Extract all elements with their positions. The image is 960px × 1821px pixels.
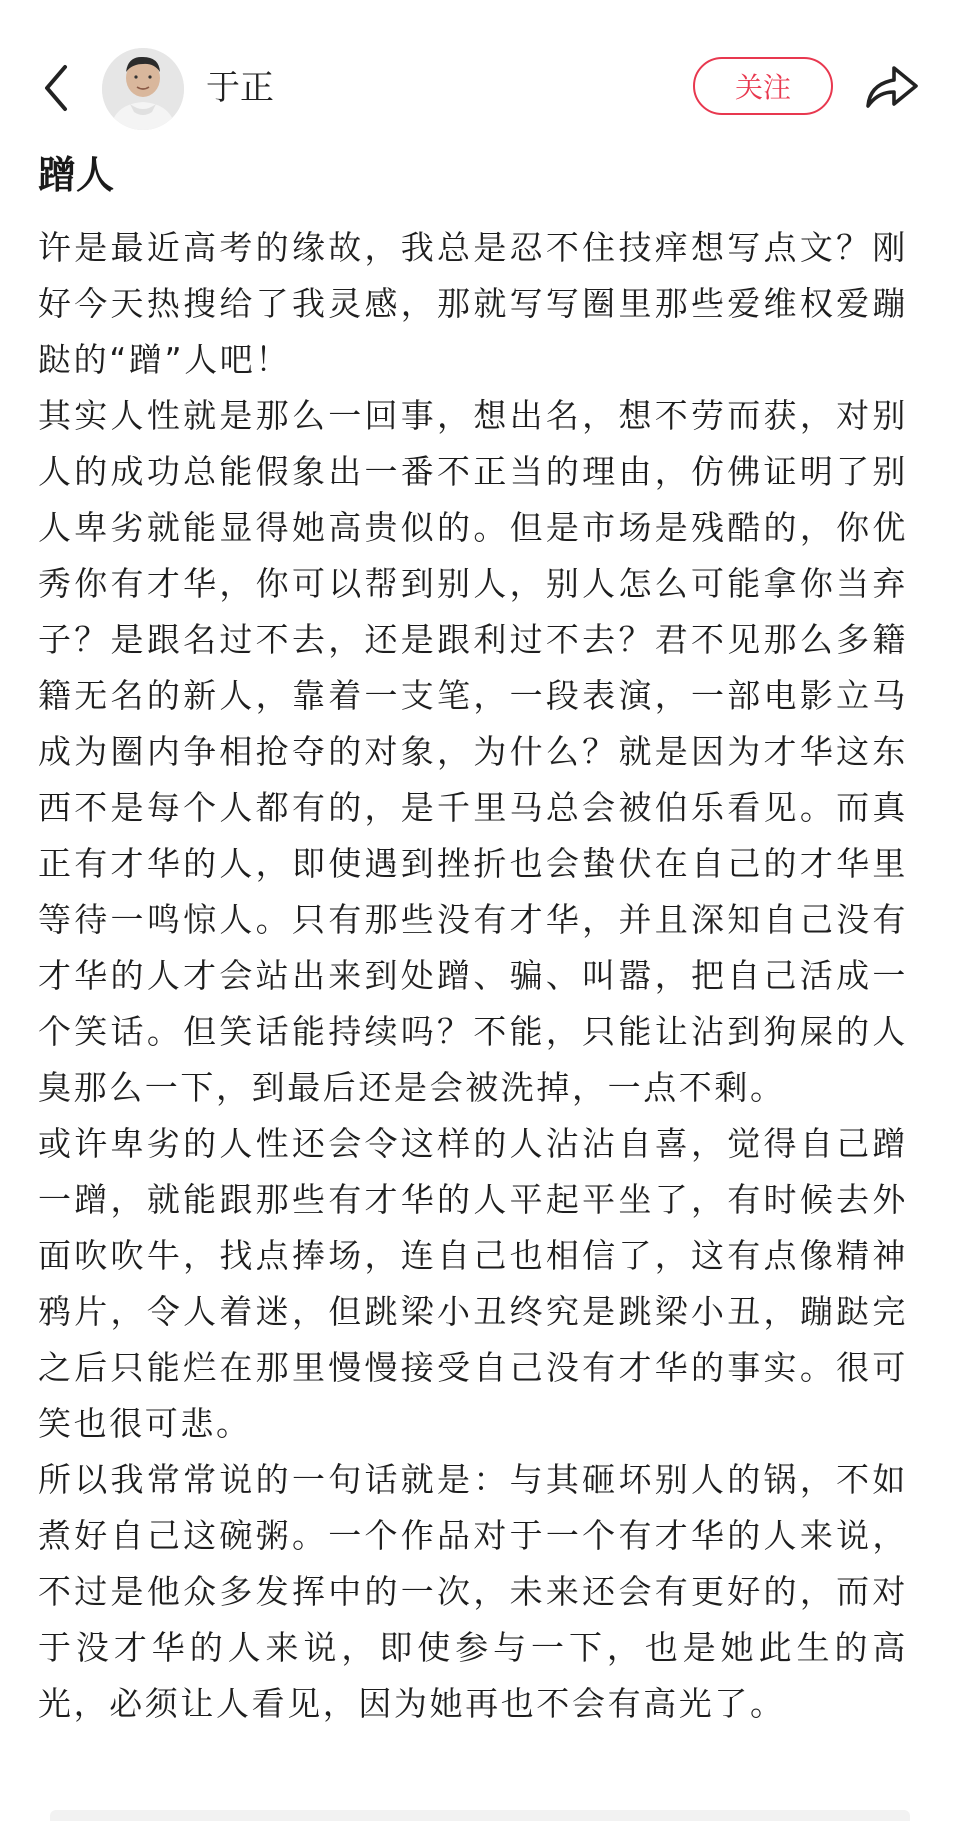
- bottom-bar: [50, 1810, 910, 1821]
- follow-button[interactable]: 关注: [693, 57, 833, 115]
- chevron-left-icon: [41, 63, 71, 113]
- article-paragraph: 其实人性就是那么一回事，想出名，想不劳而获，对别人的成功总能假象出一番不正当的理由，仿佛证明了别人卑劣就能显得她高贵似的。但是市场是残酷的，你优秀你有才华，你可以帮到别人，别人怎么可能拿你当弃子？是跟名过不去，还是跟利过不去？君不见那么多籍籍无名的新人，靠着一支笔，一段表演，一部电影立马成为圈内争相抢夺的对象，为什么？就是因为才华这东西不是每个人都有的，是千里马总会被伯乐看见。而真正有才华的人，即使遇到挫折也会蛰伏在自己的才华里等待一鸣惊人。只有那些没有才华，并且深知自己没有才华的人才会站出来到处蹭、骗、叫嚣，把自己活成一个笑话。但笑话能持续吗？不能，只能让沾到狗屎的人臭那么一下，到最后还是会被洗掉，一点不剩。: [38, 396, 908, 1107]
- article-paragraph: 或许卑劣的人性还会令这样的人沾沾自喜，觉得自己蹭一蹭，就能跟那些有才华的人平起平坐了，有时候去外面吹吹牛，找点捧场，连自己也相信了，这有点像精神鸦片，令人着迷，但跳梁小丑终究是跳梁小丑，蹦跶完之后只能烂在那里慢慢接受自己没有才华的事实。很可笑也很可悲。: [38, 1124, 908, 1443]
- article-body: [38, 220, 908, 1732]
- author-name[interactable]: 于正: [206, 68, 274, 108]
- back-button[interactable]: [34, 58, 78, 118]
- avatar-image: [102, 48, 184, 130]
- share-arrow-icon: [864, 62, 920, 110]
- avatar[interactable]: [102, 48, 184, 130]
- article-paragraph: 所以我常常说的一句话就是：与其砸坏别人的锅，不如煮好自己这碗粥。一个作品对于一个有才华的人来说，不过是他众多发挥中的一次，未来还会有更好的，而对于没才华的人来说，即使参与一下，也是她此生的高光，必须让人看见，因为她再也不会有高光了。: [38, 1460, 908, 1723]
- article-paragraph: 许是最近高考的缘故，我总是忍不住技痒想写点文？刚好今天热搜给了我灵感，那就写写圈里那些爱维权爱蹦跶的“蹭”人吧！: [38, 228, 908, 379]
- share-button[interactable]: [860, 56, 924, 116]
- top-bar: [0, 0, 960, 170]
- article-title: 蹭人: [38, 153, 115, 197]
